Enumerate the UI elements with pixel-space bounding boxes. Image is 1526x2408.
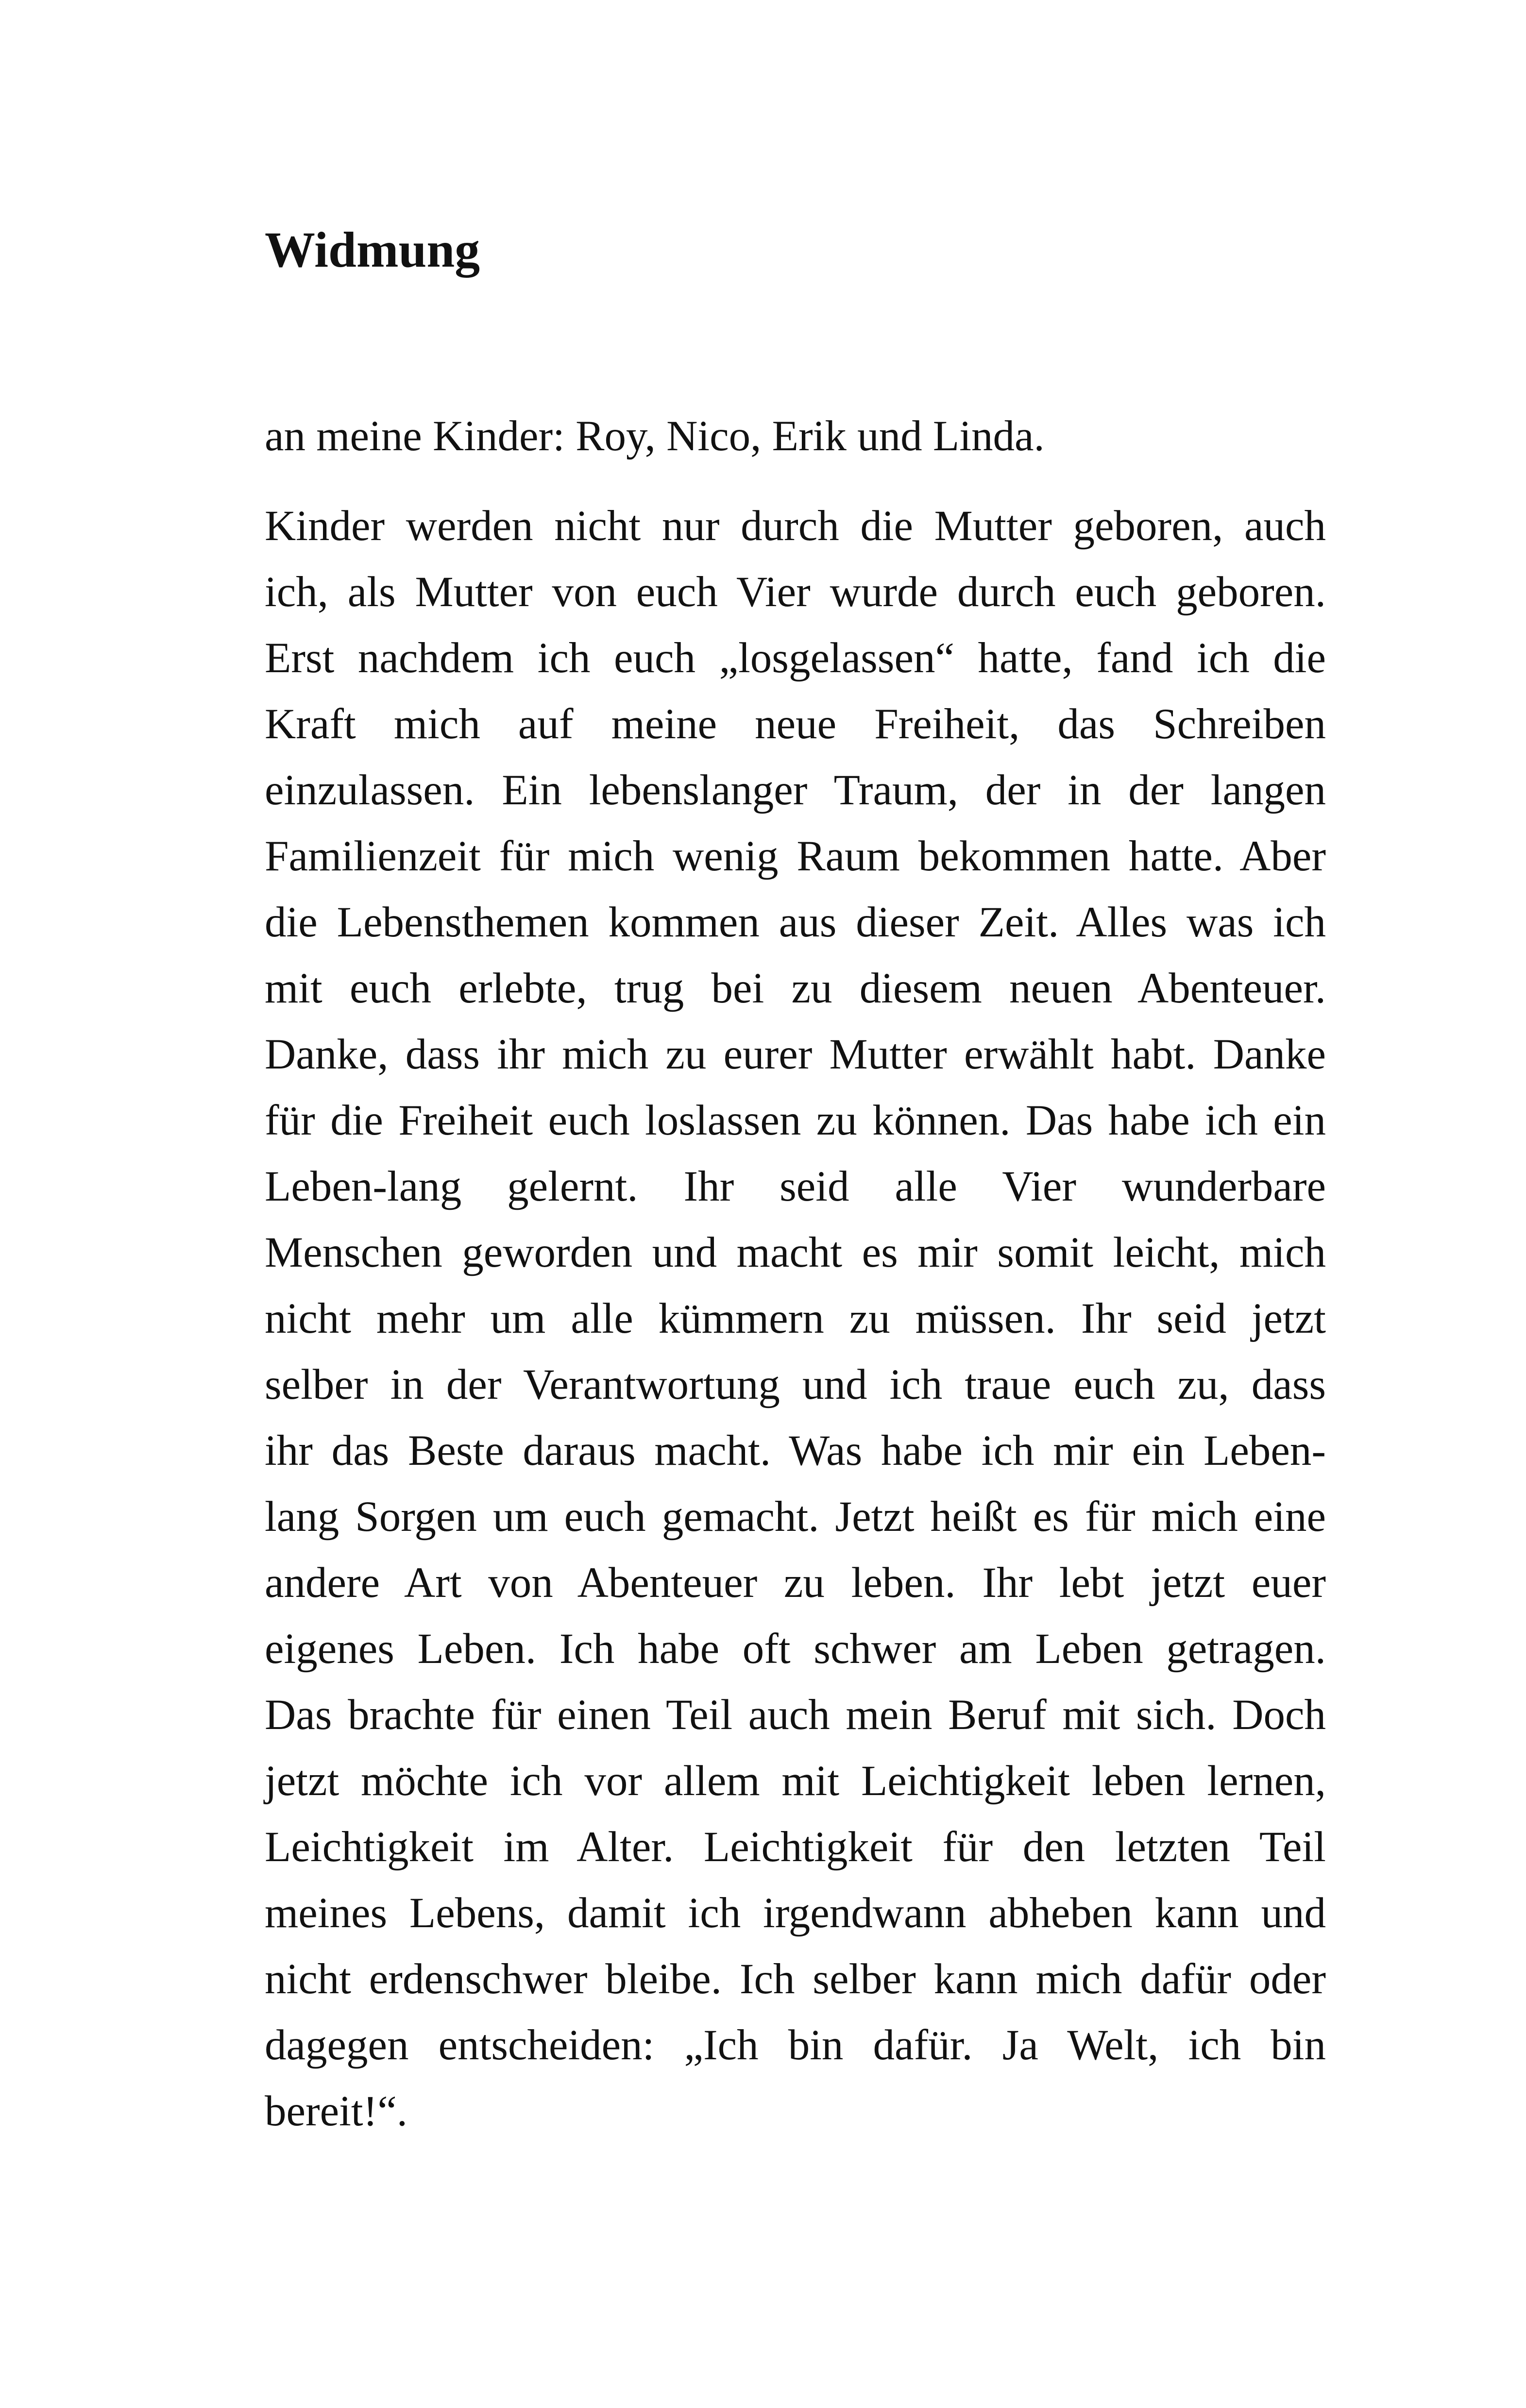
paragraph-line: Menschen geworden und macht es mir somit leicht, mich xyxy=(265,1229,1326,1276)
paragraph-line: Kraft mich auf meine neue Freiheit, das Schreiben xyxy=(265,700,1326,748)
paragraph-line: meines Lebens, damit ich irgendwann abheben kann und xyxy=(265,1889,1326,1937)
paragraph-line: einzulassen. Ein lebenslanger Traum, der in der langen xyxy=(265,766,1326,814)
dedication-line: an meine Kinder: Roy, Nico, Erik und Linda. xyxy=(265,412,1045,460)
paragraph-line: eigenes Leben. Ich habe oft schwer am Leben getragen. xyxy=(265,1625,1326,1673)
paragraph-line: Danke, dass ihr mich zu eurer Mutter erwählt habt. Danke xyxy=(265,1031,1326,1078)
paragraph-line: dagegen entscheiden: „Ich bin dafür. Ja Welt, ich bin xyxy=(265,2021,1326,2069)
paragraph-line: Das brachte für einen Teil auch mein Beruf mit sich. Doch xyxy=(265,1691,1326,1739)
paragraph-line: lang Sorgen um euch gemacht. Jetzt heißt es für mich eine xyxy=(265,1493,1326,1541)
paragraph-line: ihr das Beste daraus macht. Was habe ich mir ein Leben- xyxy=(265,1427,1326,1475)
paragraph-line: selber in der Verantwortung und ich traue euch zu, dass xyxy=(265,1361,1326,1408)
paragraph-line: Leben-lang gelernt. Ihr seid alle Vier wunderbare xyxy=(265,1163,1326,1210)
paragraph-line: ich, als Mutter von euch Vier wurde durch euch geboren. xyxy=(265,568,1326,616)
paragraph-line: die Lebensthemen kommen aus dieser Zeit. Alles was ich xyxy=(265,899,1326,946)
paragraph-line: nicht mehr um alle kümmern zu müssen. Ihr seid jetzt xyxy=(265,1295,1326,1342)
paragraph-line: nicht erdenschwer bleibe. Ich selber kann mich dafür oder xyxy=(265,1955,1326,2003)
paragraph-line: Erst nachdem ich euch „losgelassen“ hatte, fand ich die xyxy=(265,634,1326,682)
paragraph-line: Kinder werden nicht nur durch die Mutter geboren, auch xyxy=(265,502,1326,550)
page-heading: Widmung xyxy=(265,222,480,278)
dedication-paragraph xyxy=(265,493,1326,2144)
paragraph-line: andere Art von Abenteuer zu leben. Ihr lebt jetzt euer xyxy=(265,1559,1326,1607)
paragraph-line: Familienzeit für mich wenig Raum bekommen hatte. Aber xyxy=(265,832,1326,880)
paragraph-line: mit euch erlebte, trug bei zu diesem neuen Abenteuer. xyxy=(265,965,1326,1012)
paragraph-line: für die Freiheit euch loslassen zu können. Das habe ich ein xyxy=(265,1097,1326,1144)
paragraph-line: Leichtigkeit im Alter. Leichtigkeit für den letzten Teil xyxy=(265,1823,1326,1871)
paragraph-line: bereit!“. xyxy=(265,2087,407,2135)
paragraph-line: jetzt möchte ich vor allem mit Leichtigkeit leben lernen, xyxy=(265,1757,1326,1805)
